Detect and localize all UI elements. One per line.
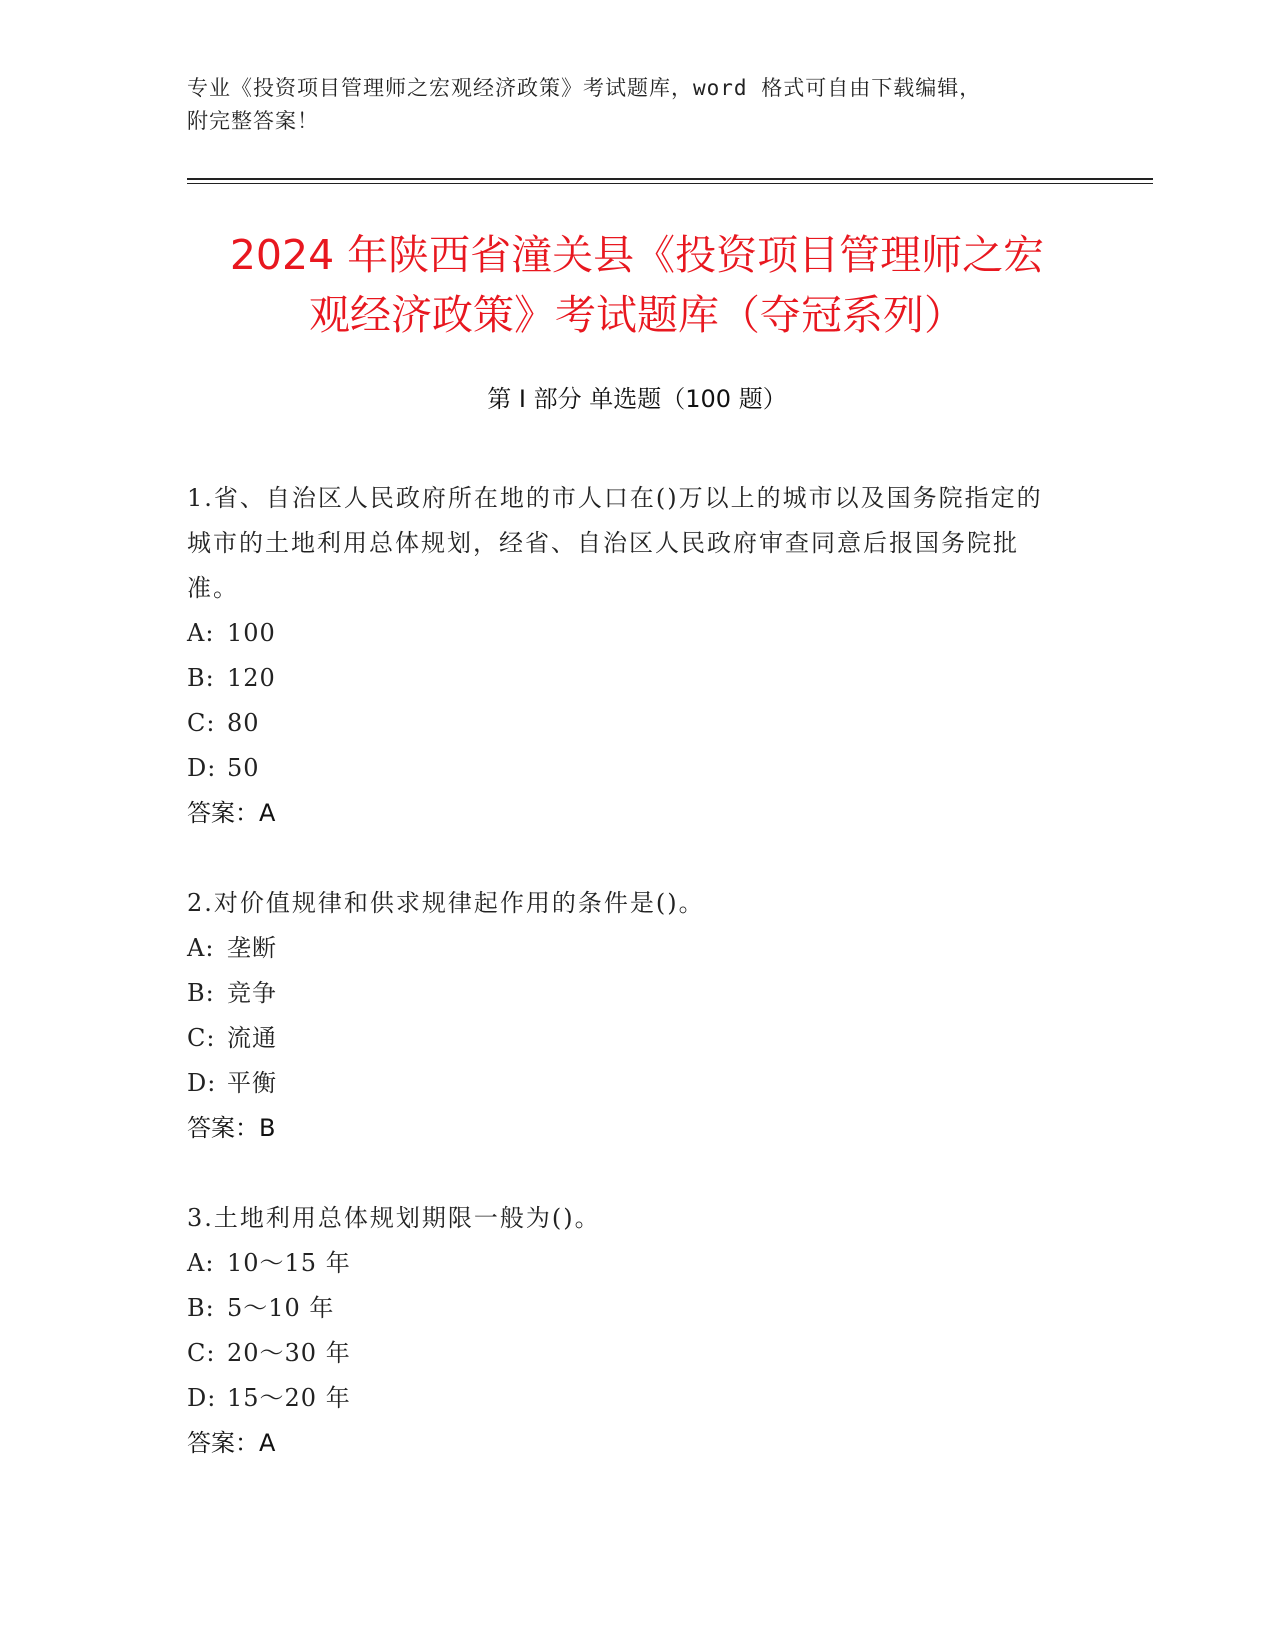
option-text: 垄断 [227, 934, 277, 962]
document-title [187, 225, 1087, 345]
option-a [187, 926, 1067, 971]
option-text: 竞争 [227, 979, 277, 1007]
question-3 [187, 1196, 1067, 1466]
answer-line: 答案：A [187, 1429, 276, 1457]
option-text: 80 [227, 709, 260, 737]
option-c [187, 1016, 1067, 1061]
question-1 [187, 476, 1067, 836]
option-text: 100 [227, 619, 276, 647]
option-text: 20～30 年 [227, 1339, 351, 1367]
option-label: A: [187, 619, 215, 647]
option-label: C: [187, 1339, 216, 1367]
option-a [187, 611, 1067, 656]
question-stem: 2.对价值规律和供求规律起作用的条件是()。 [187, 889, 705, 917]
option-b [187, 1286, 1067, 1331]
option-label: B: [187, 664, 215, 692]
option-label: D: [187, 1069, 217, 1097]
option-c [187, 701, 1067, 746]
header-rule-thin [187, 183, 1153, 184]
option-d [187, 1061, 1067, 1106]
header-note-line2: 附完整答案！ [187, 109, 319, 133]
document-title-line2: 观经济政策》考试题库（夺冠系列） [309, 291, 965, 339]
option-text: 15～20 年 [227, 1384, 351, 1412]
option-label: B: [187, 979, 215, 1007]
option-b [187, 971, 1067, 1016]
document-title-line1: 2024 年陕西省潼关县《投资项目管理师之宏 [229, 231, 1045, 279]
header-note [187, 72, 1067, 138]
option-b [187, 656, 1067, 701]
option-text: 10～15 年 [227, 1249, 351, 1277]
option-d [187, 1376, 1067, 1421]
option-label: C: [187, 1024, 216, 1052]
answer-line: 答案：A [187, 799, 276, 827]
option-text: 流通 [227, 1024, 277, 1052]
option-text: 120 [227, 664, 276, 692]
option-label: C: [187, 709, 216, 737]
header-note-line1: 专业《投资项目管理师之宏观经济政策》考试题库，word 格式可自由下载编辑， [187, 76, 982, 100]
option-label: A: [187, 1249, 215, 1277]
section-heading: 第 I 部分 单选题（100 题） [487, 385, 787, 413]
option-label: B: [187, 1294, 215, 1322]
option-label: D: [187, 754, 217, 782]
question-stem: 1.省、自治区人民政府所在地的市人口在()万以上的城市以及国务院指定的城市的土地利用总体规划，经省、自治区人民政府审查同意后报国务院批准。 [187, 484, 1043, 602]
option-c [187, 1331, 1067, 1376]
option-d [187, 746, 1067, 791]
question-stem: 3.土地利用总体规划期限一般为()。 [187, 1204, 601, 1232]
question-list [187, 476, 1067, 1511]
header-rule-thick [187, 178, 1153, 180]
option-label: A: [187, 934, 215, 962]
option-text: 5～10 年 [227, 1294, 335, 1322]
question-2 [187, 881, 1067, 1151]
option-text: 50 [227, 754, 260, 782]
option-text: 平衡 [227, 1069, 277, 1097]
option-a [187, 1241, 1067, 1286]
answer-line: 答案：B [187, 1114, 276, 1142]
option-label: D: [187, 1384, 217, 1412]
